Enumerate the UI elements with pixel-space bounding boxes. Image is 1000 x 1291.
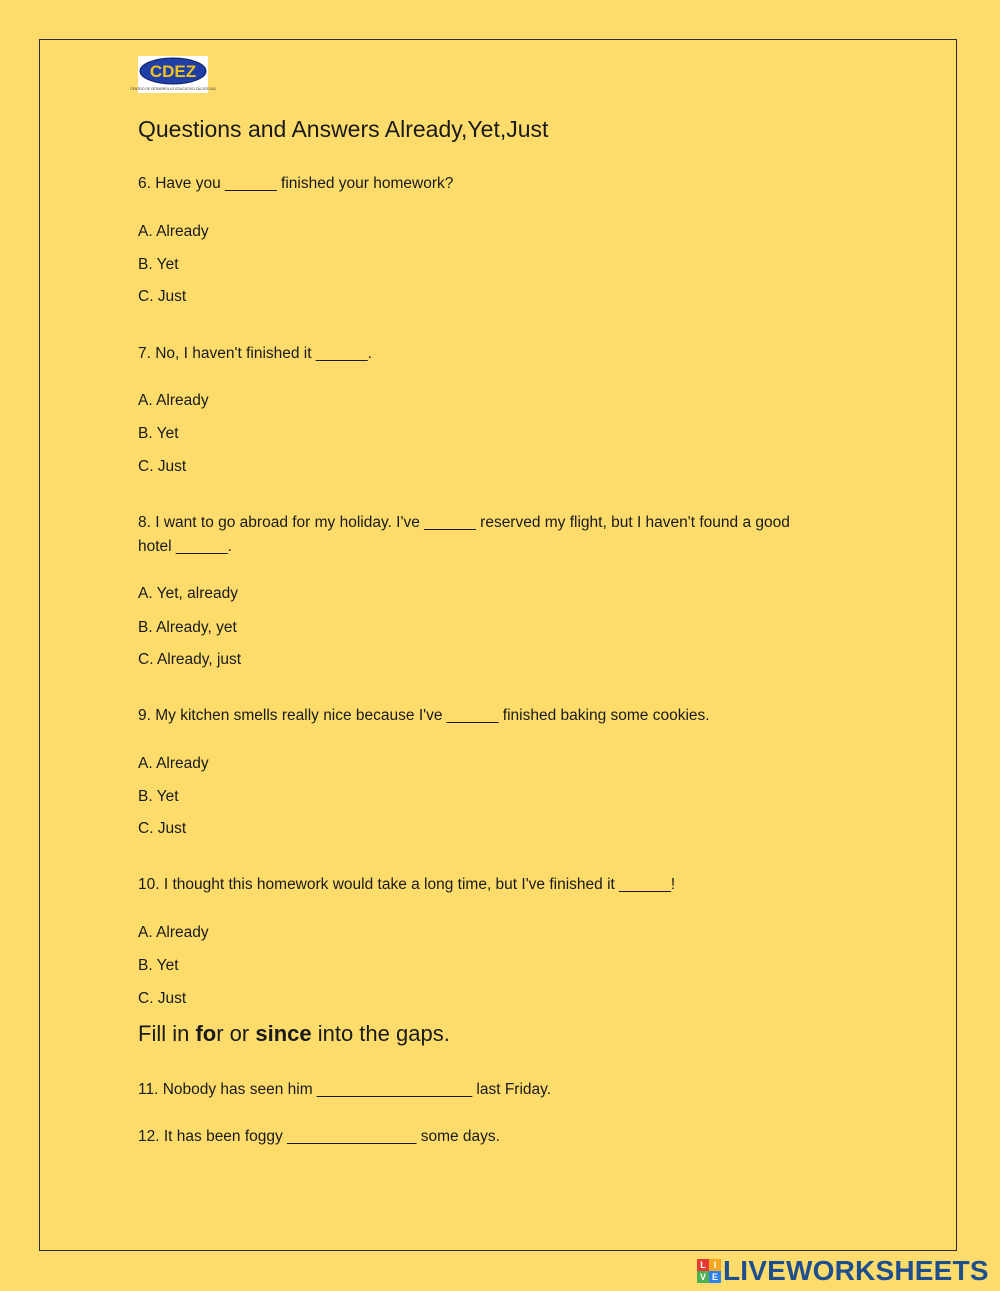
q10-option-b[interactable]: B. Yet [138, 957, 179, 974]
logo-text: CDEZ [149, 62, 197, 81]
fill-section-heading: Fill in for or since into the gaps. [138, 1021, 450, 1046]
logo-subtext: CENTRO DE DESARROLLO EDUCATIVO ZACATECAS [130, 87, 216, 91]
liveworksheets-brand[interactable] [697, 1256, 989, 1286]
q6-option-a[interactable]: A. Already [138, 223, 209, 240]
question-8-line1: 8. I want to go abroad for my holiday. I've ______ reserved my flight, but I haven't found a good [138, 514, 790, 531]
q6-option-b[interactable]: B. Yet [138, 256, 179, 273]
brand-mark-icon: L I V E [697, 1259, 721, 1283]
q9-option-a[interactable]: A. Already [138, 755, 209, 772]
q7-option-c[interactable]: C. Just [138, 458, 187, 475]
question-7: 7. No, I haven't finished it ______. [138, 345, 372, 362]
q8-option-b[interactable]: B. Already, yet [138, 619, 237, 636]
school-logo [130, 56, 216, 93]
fill-item-12: 12. It has been foggy _______________ some days. [138, 1128, 500, 1145]
worksheet-title: Questions and Answers Already,Yet,Just [138, 116, 549, 142]
q9-option-c[interactable]: C. Just [138, 820, 187, 837]
q8-option-c[interactable]: C. Already, just [138, 651, 242, 668]
fill-item-11: 11. Nobody has seen him __________________ last Friday. [138, 1081, 552, 1098]
q7-option-a[interactable]: A. Already [138, 392, 209, 409]
q10-option-a[interactable]: A. Already [138, 924, 209, 941]
q6-option-c[interactable]: C. Just [138, 288, 187, 305]
q8-option-a[interactable]: A. Yet, already [138, 585, 238, 602]
q7-option-b[interactable]: B. Yet [138, 425, 179, 442]
question-10: 10. I thought this homework would take a long time, but I've finished it ______! [138, 876, 676, 893]
question-6: 6. Have you ______ finished your homework? [138, 175, 454, 192]
question-9: 9. My kitchen smells really nice because I've ______ finished baking some cookies. [138, 707, 710, 724]
question-8-line2: hotel ______. [138, 538, 232, 555]
q9-option-b[interactable]: B. Yet [138, 788, 179, 805]
brand-text: LIVEWORKSHEETS [723, 1255, 989, 1286]
q10-option-c[interactable]: C. Just [138, 990, 187, 1007]
